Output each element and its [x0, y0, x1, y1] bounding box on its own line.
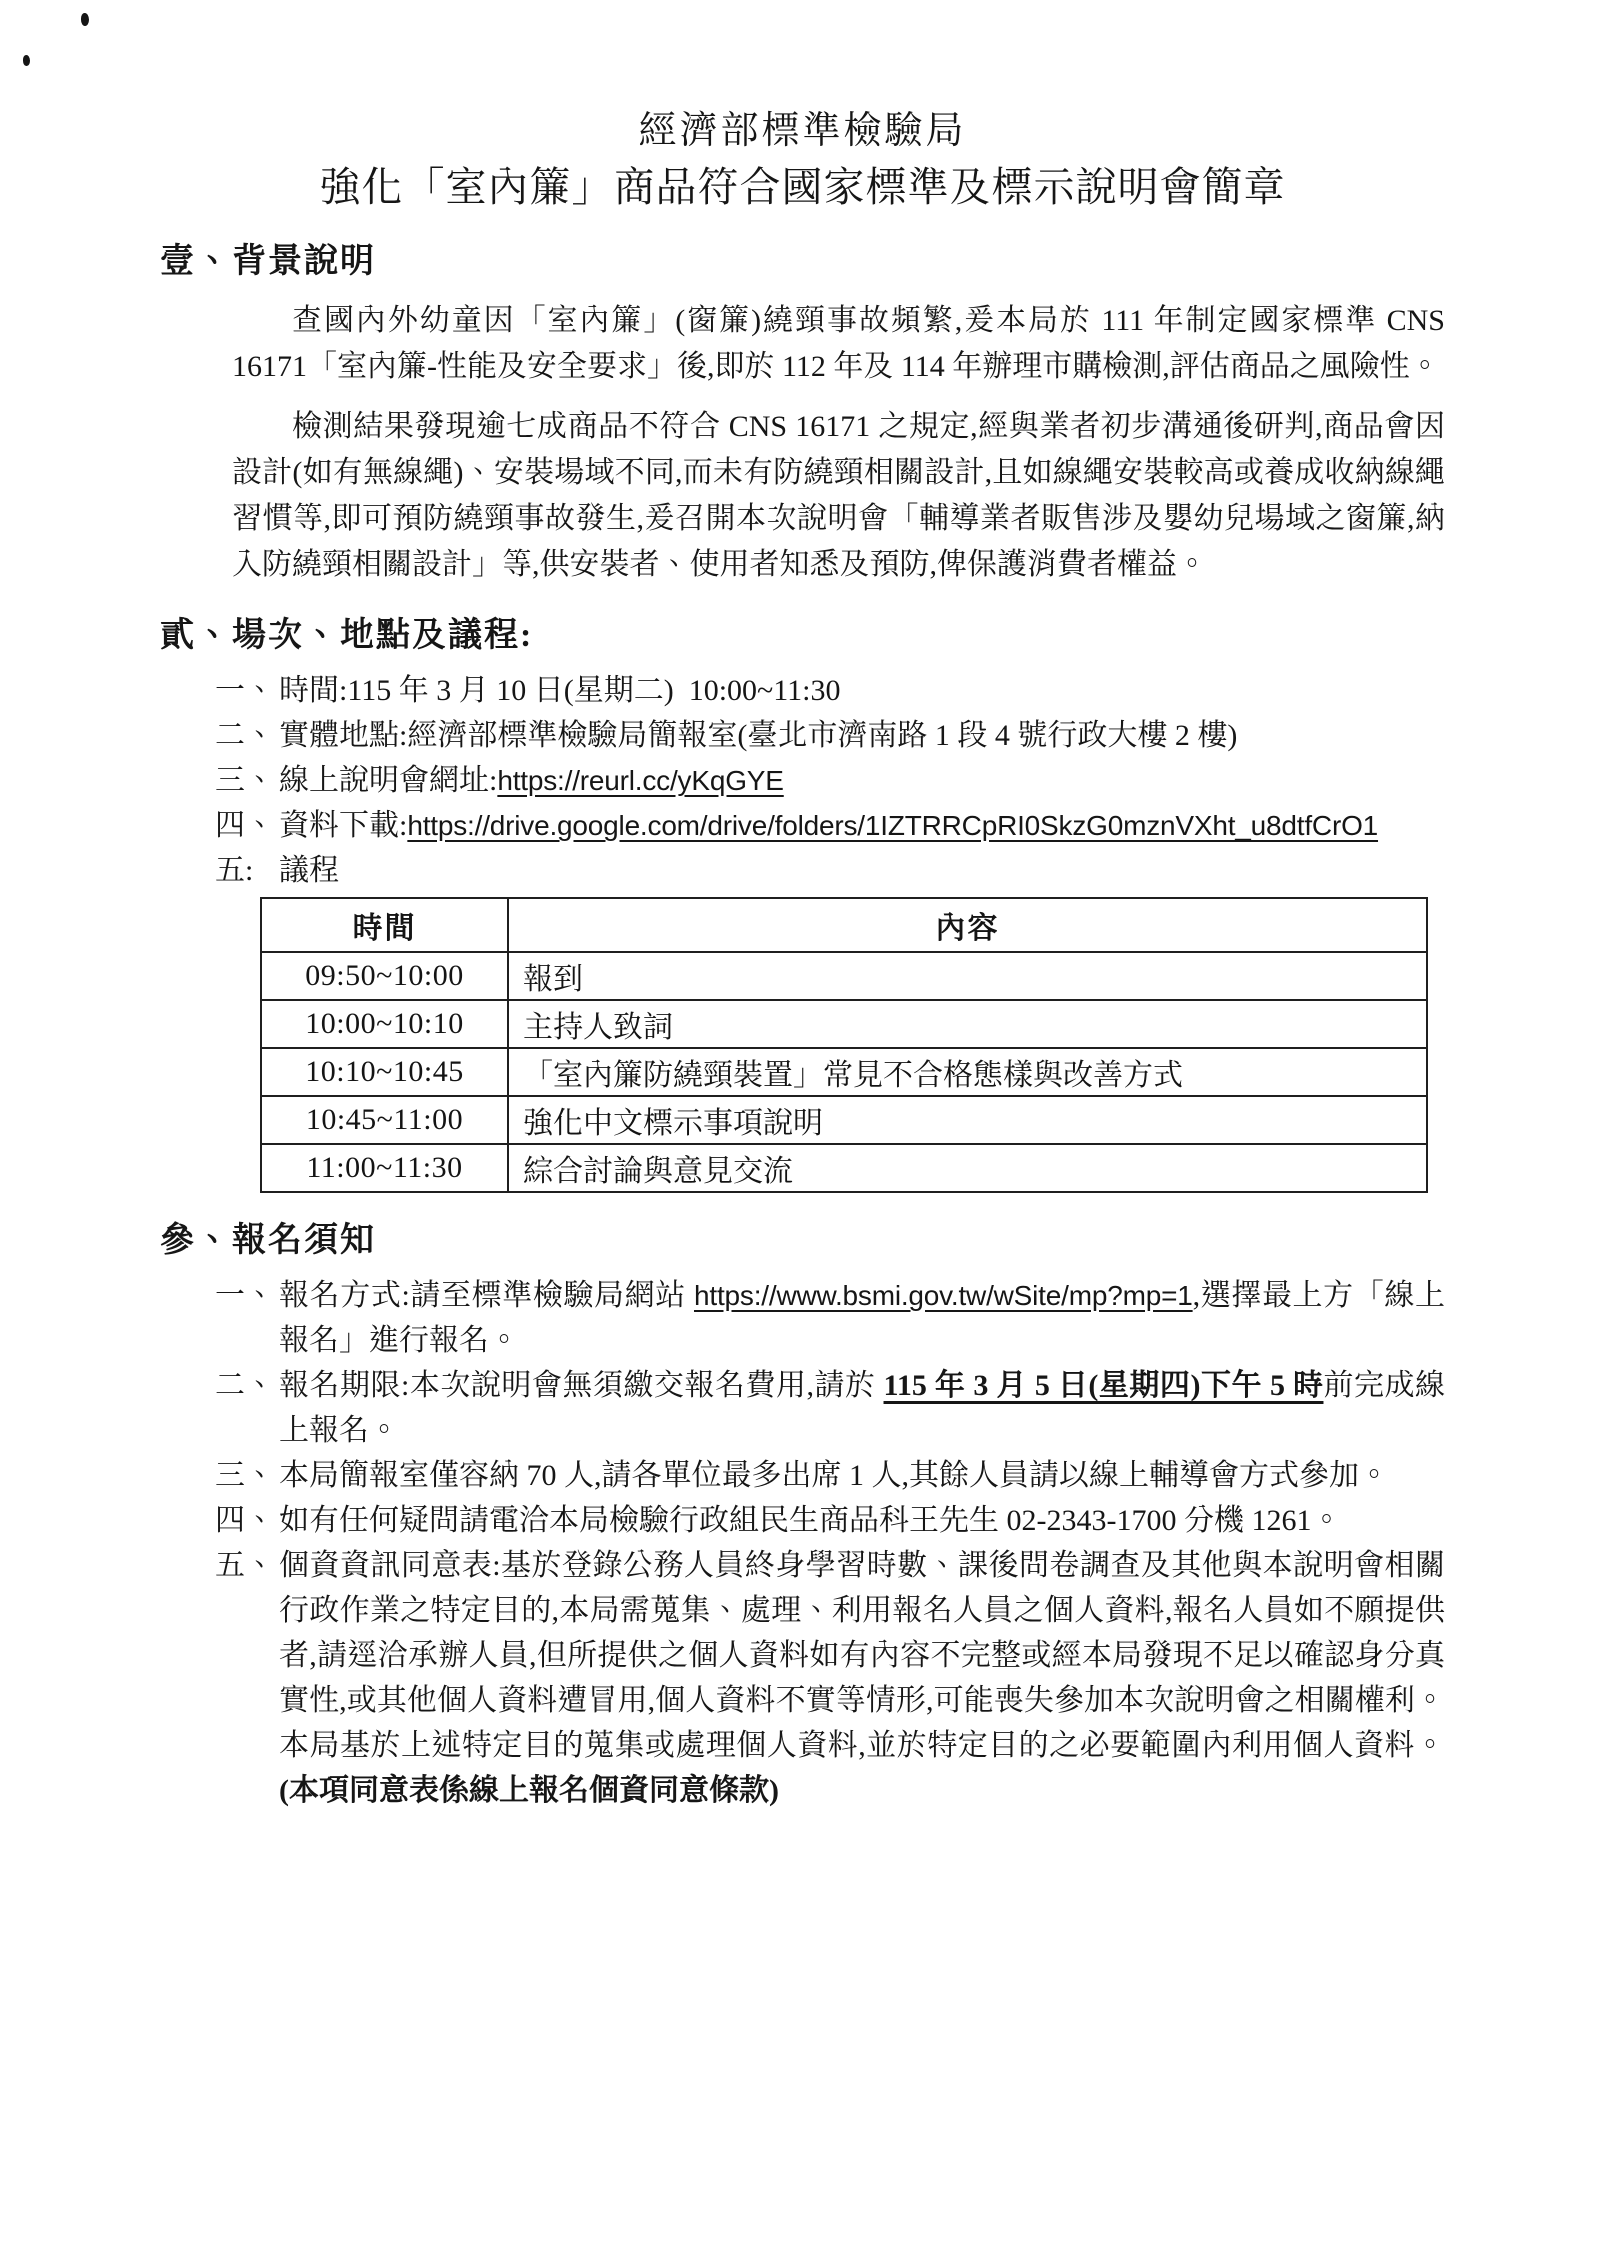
list-item — [215, 1498, 1445, 1543]
agenda-table — [260, 897, 1428, 1193]
table-row — [261, 952, 1427, 1000]
background-paragraph: 檢測結果發現逾七成商品不符合 CNS 16171 之規定,經與業者初步溝通後研判,商品會因設計(如有無線繩)、安裝場域不同,而未有防繞頸相關設計,且如線繩安裝較高或養成收納線繩習慣等,即可預防繞頸事故發生,爰召開本次說明會「輔導業者販售涉及嬰幼兒場域之窗簾,納入防繞頸相關設計」等,供安裝者、使用者知悉及預防,俾保護消費者權益。 — [232, 410, 1445, 581]
list-item-text — [279, 713, 1445, 758]
background-paragraph: 查國內外幼童因「室內簾」(窗簾)繞頸事故頻繁,爰本局於 111 年制定國家標準 CNS 16171「室內簾-性能及安全要求」後,即於 112 年及 114 年辦理市購檢測,評估商品之風險性。 — [232, 304, 1445, 383]
agenda-content-cell: 綜合討論與意見交流 — [508, 1144, 1427, 1192]
list-item — [215, 803, 1445, 848]
text-segment: 如有任何疑問請電洽本局檢驗行政組民生商品科王先生 02-2343-1700 分機 1261。 — [279, 1504, 1342, 1537]
list-item-text — [279, 1363, 1445, 1453]
list-item-text — [279, 1273, 1445, 1363]
list-marker: 五: — [215, 854, 254, 887]
agenda-content-cell: 「室內簾防繞頸裝置」常見不合格態樣與改善方式 — [508, 1048, 1427, 1096]
emphasis-text: 115 年 3 月 5 日(星期四)下午 5 時 — [883, 1369, 1324, 1402]
document-subtitle: 強化「室內簾」商品符合國家標準及標示說明會簡章 — [319, 164, 1286, 210]
table-row — [261, 1000, 1427, 1048]
list-item-text — [279, 668, 1445, 713]
list-item — [215, 668, 1445, 713]
list-marker: 二、 — [215, 719, 275, 752]
list-item-text — [279, 803, 1445, 848]
list-marker: 二、 — [215, 1369, 275, 1402]
agenda-time-cell: 11:00~11:30 — [261, 1144, 508, 1192]
inline-link[interactable]: https://drive.google.com/drive/folders/1IZTRRCpRI0SkzG0mznVXht_u8dtfCrO1 — [407, 810, 1379, 841]
table-row — [261, 1144, 1427, 1192]
inline-link[interactable]: https://reurl.cc/yKqGYE — [497, 765, 784, 796]
agenda-time-cell: 10:45~11:00 — [261, 1096, 508, 1144]
agenda-time-cell: 10:10~10:45 — [261, 1048, 508, 1096]
text-segment: ,選擇最上方「線上報名」進行報名。 — [279, 1279, 1445, 1357]
agenda-content-cell: 報到 — [508, 952, 1427, 1000]
list-marker: 一、 — [215, 1279, 275, 1312]
list-marker: 三、 — [215, 764, 275, 797]
agenda-content-cell: 主持人致詞 — [508, 1000, 1427, 1048]
text-segment: 前完成線上報名。 — [279, 1369, 1446, 1447]
text-segment: 資料下載: — [279, 809, 408, 842]
document-body — [160, 0, 1445, 1813]
registration-list — [215, 1273, 1445, 1813]
scan-speck — [23, 55, 30, 66]
agenda-header-content: 內容 — [508, 898, 1427, 952]
agenda-header-time: 時間 — [261, 898, 508, 952]
list-item-text — [279, 758, 1445, 803]
text-segment: 報名期限:本次說明會無須繳交報名費用,請於 — [279, 1369, 884, 1402]
session-list — [215, 668, 1445, 893]
text-segment: 本局簡報室僅容納 70 人,請各單位最多出席 1 人,其餘人員請以線上輔導會方式參加。 — [279, 1459, 1389, 1492]
agenda-time-cell: 09:50~10:00 — [261, 952, 508, 1000]
list-item-text — [279, 1453, 1445, 1498]
list-item-text — [279, 848, 1445, 893]
list-marker: 一、 — [215, 674, 275, 707]
text-segment: 線上說明會網址: — [279, 764, 498, 797]
agenda-time-cell: 10:00~10:10 — [261, 1000, 508, 1048]
list-item — [215, 1453, 1445, 1498]
text-segment: 議程 — [279, 854, 339, 887]
list-marker: 四、 — [215, 809, 275, 842]
list-item-agenda-label — [215, 848, 1445, 893]
text-segment: 時間:115 年 3 月 10 日(星期二) 10:00~11:30 — [279, 674, 841, 707]
text-segment: 實體地點:經濟部標準檢驗局簡報室(臺北市濟南路 1 段 4 號行政大樓 2 樓) — [279, 719, 1238, 752]
list-item — [215, 758, 1445, 803]
section-heading-session: 貳、場次、地點及議程: — [160, 617, 534, 654]
document-title: 經濟部標準檢驗局 — [638, 110, 967, 152]
agenda-content-cell: 強化中文標示事項說明 — [508, 1096, 1427, 1144]
list-item — [215, 713, 1445, 758]
list-item — [215, 1363, 1445, 1453]
list-item — [215, 1543, 1445, 1813]
table-row — [261, 1048, 1427, 1096]
text-segment: 個資資訊同意表:基於登錄公務人員終身學習時數、課後問卷調查及其他與本說明會相關行政作業之特定目的,本局需蒐集、處理、利用報名人員之個人資料,報名人員如不願提供者,請逕洽承辦人員,但所提供之個人資料如有內容不完整或經本局發現不足以確認身分真實性,或其他個人資料遭冒用,個人資料不實等情形,可能喪失參加本次說明會之相關權利。本局基於上述特定目的蒐集或處理個人資料,並於特定目的之必要範圍內利用個人資料。 — [279, 1549, 1445, 1762]
table-row — [261, 1096, 1427, 1144]
text-segment: 報名方式:請至標準檢驗局網站 — [279, 1279, 694, 1312]
list-marker: 五、 — [215, 1549, 275, 1582]
list-marker: 三、 — [215, 1459, 275, 1492]
emphasis-text: (本項同意表係線上報名個資同意條款) — [279, 1774, 779, 1807]
section-heading-background: 壹、背景說明 — [160, 243, 376, 280]
agenda-table-header-row — [261, 898, 1427, 952]
inline-link[interactable]: https://www.bsmi.gov.tw/wSite/mp?mp=1 — [694, 1280, 1193, 1311]
list-item — [215, 1273, 1445, 1363]
list-item-text — [279, 1543, 1445, 1813]
section-heading-registration: 參、報名須知 — [160, 1222, 376, 1259]
list-marker: 四、 — [215, 1504, 275, 1537]
scan-speck — [81, 13, 89, 26]
list-item-text — [279, 1498, 1445, 1543]
